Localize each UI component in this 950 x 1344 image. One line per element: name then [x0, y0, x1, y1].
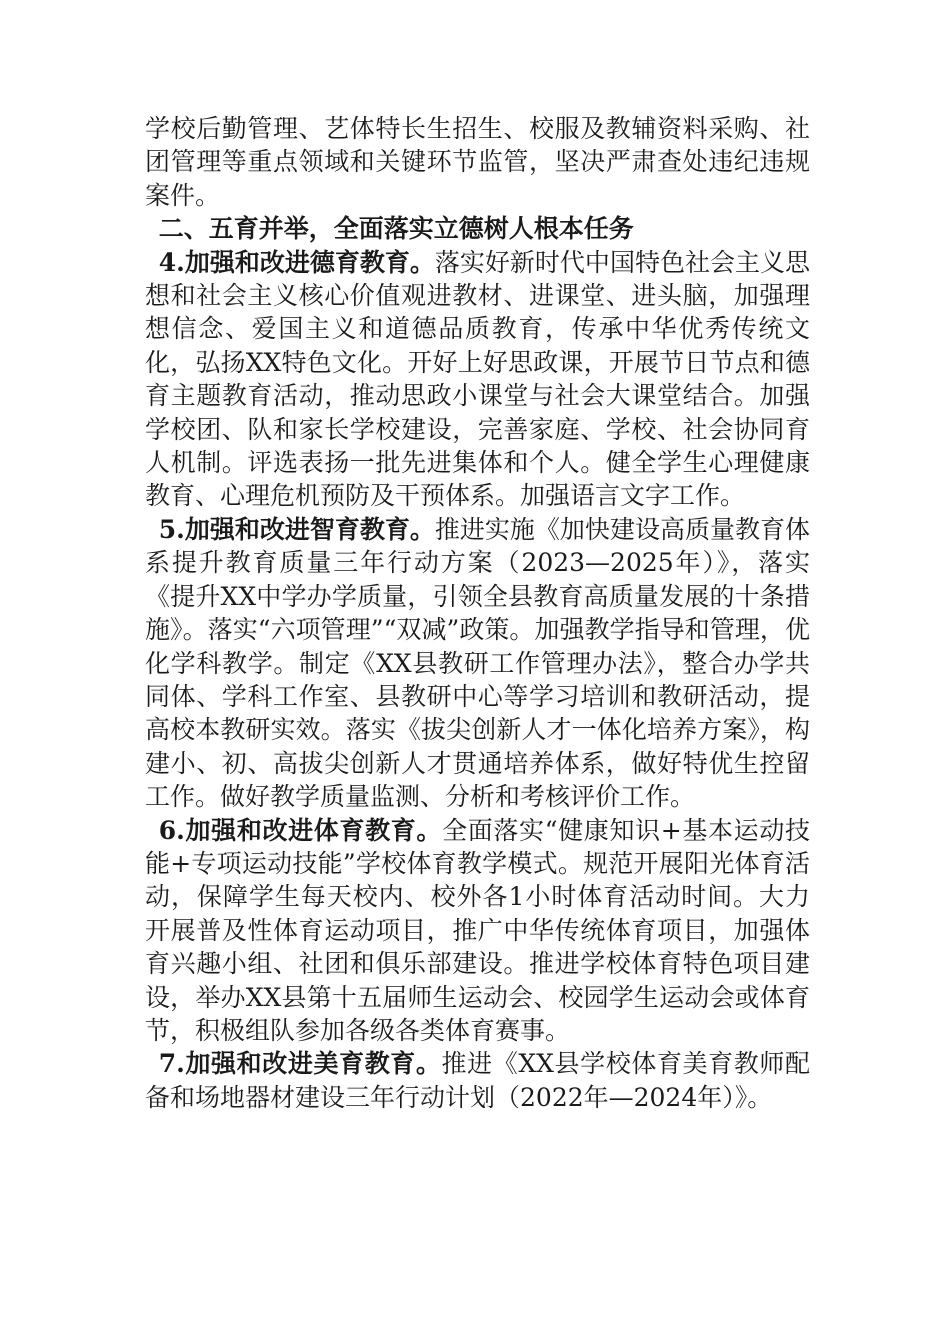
- item-paragraph-aesthetic-education: [145, 1047, 810, 1114]
- item-paragraph-physical-education: [145, 814, 810, 1048]
- item-lead: 7.加强和改进美育教育。: [158, 1049, 442, 1079]
- item-body: 全面落实“健康知识+基本运动技能+专项运动技能”学校体育教学模式。规范开展阳光体育活动，保障学生每天校内、校外各1小时体育活动时间。大力开展普及性体育运动项目，推广中华传统体育项目，加强体育兴趣小组、社团和俱乐部建设。推进学校体育特色项目建设，举办XX县第十五届师生运动会、校园学生运动会或体育节，积极组队参加各级各类体育赛事。: [145, 815, 810, 1045]
- item-lead: 5.加强和改进智育教育。: [158, 514, 435, 544]
- item-paragraph-intellectual-education: [145, 513, 810, 814]
- item-paragraph-moral-education: [145, 246, 810, 513]
- document-body: [145, 112, 810, 1114]
- item-lead: 6.加强和改进体育教育。: [158, 815, 443, 845]
- item-body: 推进《XX县学校体育美育教师配备和场地器材建设三年行动计划（2022年—2024年）》。: [145, 1049, 810, 1112]
- item-body: 落实好新时代中国特色社会主义思想和社会主义核心价值观进教材、进课堂、进头脑，加强理想信念、爱国主义和道德品质教育，传承中华优秀传统文化，弘扬XX特色文化。开好上好思政课，开展节日节点和德育主题教育活动，推动思政小课堂与社会大课堂结合。加强学校团、队和家长学校建设，完善家庭、学校、社会协同育人机制。评选表扬一批先进集体和个人。健全学生心理健康教育、心理危机预防及干预体系。加强语言文字工作。: [145, 247, 810, 511]
- section-heading: 二、五育并举，全面落实立德树人根本任务: [158, 214, 634, 244]
- item-lead: 4.加强和改进德育教育。: [158, 247, 435, 277]
- intro-paragraph: 学校后勤管理、艺体特长生招生、校服及教辅资料采购、社团管理等重点领域和关键环节监管，坚决严肃查处违纪违规案件。: [145, 114, 810, 210]
- item-body: 推进实施《加快建设高质量教育体系提升教育质量三年行动方案（2023—2025年）》，落实《提升XX中学办学质量，引领全县教育高质量发展的十条措施》。落实“六项管理”“双减”政策。加强教学指导和管理，优化学科教学。制定《XX县教研工作管理办法》，整合办学共同体、学科工作室、县教研中心等学习培训和教研活动，提高校本教研实效。落实《拔尖创新人才一体化培养方案》，构建小、初、高拔尖创新人才贯通培养体系，做好特优生控留工作。做好教学质量监测、分析和考核评价工作。: [145, 514, 810, 812]
